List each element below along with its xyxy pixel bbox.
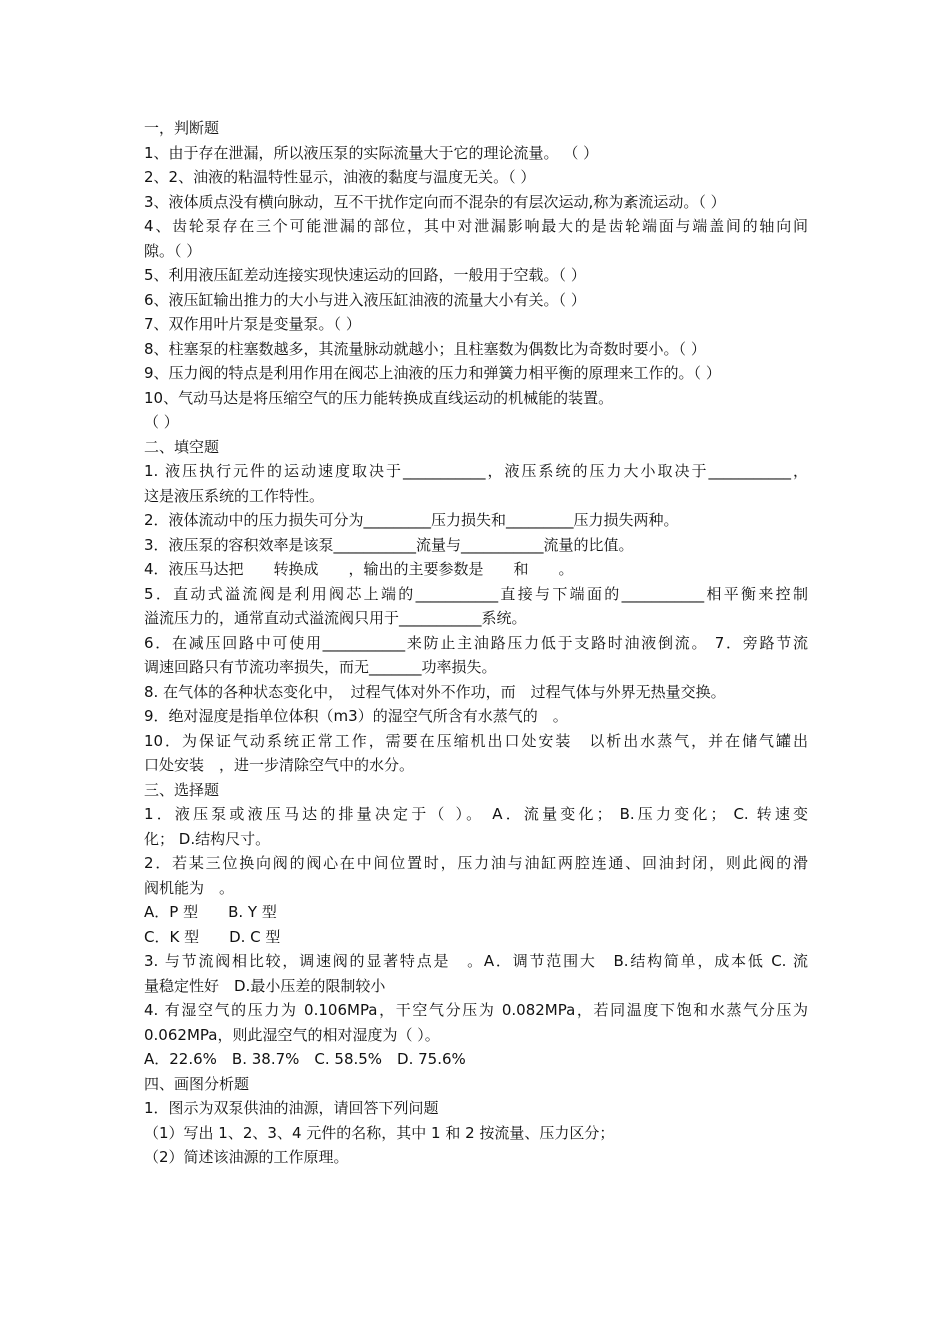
question-line: 这是液压系统的工作特性。 <box>144 486 325 505</box>
question-line: 9、压力阀的特点是利用作用在阀芯上油液的压力和弹簧力相平衡的原理来工作的。（ ） <box>144 364 721 382</box>
question-line: 口处安装 ，进一步清除空气中的水分。 <box>144 756 415 774</box>
question-line: 1．液压泵或液压马达的排量决定于（ ）。 A．流量变化； B.压力变化； C. 转速变 <box>144 805 808 823</box>
question-line: 8. 在气体的各种状态变化中， 过程气体对外不作功，而 过程气体与外界无热量交换。 <box>144 682 726 701</box>
question-line: 阀机能为 。 <box>144 878 235 897</box>
question-line: 4. 有湿空气的压力为 0.106MPa，干空气分压为 0.082MPa，若同温度下饱和水蒸气分压为 <box>144 1001 808 1019</box>
question-line: （ ） <box>144 413 179 431</box>
section-heading-judgement: 一，判断题 <box>144 119 220 137</box>
question-line: 5．直动式溢流阀是利用阀芯上端的___________直接与下端面的___________相平衡来控制 <box>144 584 808 603</box>
question-line: 10．为保证气动系统正常工作，需要在压缩机出口处安装 以析出水蒸气，并在储气罐出 <box>144 731 808 750</box>
question-line: 7、双作用叶片泵是变量泵。（ ） <box>144 315 361 333</box>
question-line: 6、液压缸输出推力的大小与进入液压缸油液的流量大小有关。（ ） <box>144 290 586 309</box>
question-line: 1、由于存在泄漏，所以液压泵的实际流量大于它的理论流量。 （ ） <box>144 143 599 162</box>
question-line: 1. 液压执行元件的运动速度取决于___________，液压系统的压力大小取决于___________， <box>144 462 808 480</box>
question-line: 2．若某三位换向阀的阀心在中间位置时，压力油与油缸两腔连通、回油封闭，则此阀的滑 <box>144 854 808 872</box>
question-line: 5、利用液压缸差动连接实现快速运动的回路，一般用于空载。（ ） <box>144 266 586 284</box>
section-heading-drawing-analysis: 四、画图分析题 <box>144 1074 250 1093</box>
section-heading-fill-in: 二、填空题 <box>144 437 220 456</box>
question-line: 隙。（ ） <box>144 241 202 260</box>
question-line: 4．液压马达把 转换成 ，输出的主要参数是 和 。 <box>144 560 574 578</box>
question-line: 化； D.结构尺寸。 <box>144 829 271 848</box>
document-body <box>144 116 808 1170</box>
question-line: 溢流压力的，通常直动式溢流阀只用于___________系统。 <box>144 609 527 627</box>
section-heading-choice: 三、选择题 <box>144 780 220 799</box>
question-line: 调速回路只有节流功率损失，而无_______功率损失。 <box>144 658 497 676</box>
question-line: 3. 与节流阀相比较，调速阀的显著特点是 。A．调节范围大 B.结构简单，成本低 C. 流 <box>144 952 808 970</box>
option-line: C．K 型 D. C 型 <box>144 927 281 946</box>
question-line: 3．液压泵的容积效率是该泵___________流量与___________流量的比值。 <box>144 535 634 554</box>
question-line: 量稳定性好 D.最小压差的限制较小 <box>144 976 386 995</box>
question-line: 10、气动马达是将压缩空气的压力能转换成直线运动的机械能的装置。 <box>144 388 614 407</box>
question-line: 6．在减压回路中可使用___________来防止主油路压力低于支路时油液倒流。 7．旁路节流 <box>144 633 808 652</box>
question-line: 8、柱塞泵的柱塞数越多，其流量脉动就越小；且柱塞数为偶数比为奇数时要小。（ ） <box>144 339 706 358</box>
question-line: 2、2、油液的粘温特性显示，油液的黏度与温度无关。（ ） <box>144 168 536 186</box>
question-line: 4、齿轮泵存在三个可能泄漏的部位，其中对泄漏影响最大的是齿轮端面与端盖间的轴向间 <box>144 217 808 235</box>
question-line: 2．液体流动中的压力损失可分为_________压力损失和_________压力损失两种。 <box>144 511 679 529</box>
question-line: 1．图示为双泵供油的油源，请回答下列问题 <box>144 1099 439 1117</box>
option-line: A．P 型 B. Y 型 <box>144 903 277 921</box>
question-line: 9．绝对湿度是指单位体积（m3）的湿空气所含有水蒸气的 。 <box>144 707 568 725</box>
question-line: （2）简述该油源的工作原理。 <box>144 1148 349 1166</box>
question-line: 0.062MPa，则此湿空气的相对湿度为（ ）。 <box>144 1025 440 1044</box>
option-line: A．22.6% B. 38.7% C. 58.5% D. 75.6% <box>144 1050 466 1068</box>
question-line: （1）写出 1、2、3、4 元件的名称，其中 1 和 2 按流量、压力区分； <box>144 1123 615 1142</box>
question-line: 3、液体质点没有横向脉动，互不干扰作定向而不混杂的有层次运动,称为紊流运动。（ ） <box>144 192 726 211</box>
